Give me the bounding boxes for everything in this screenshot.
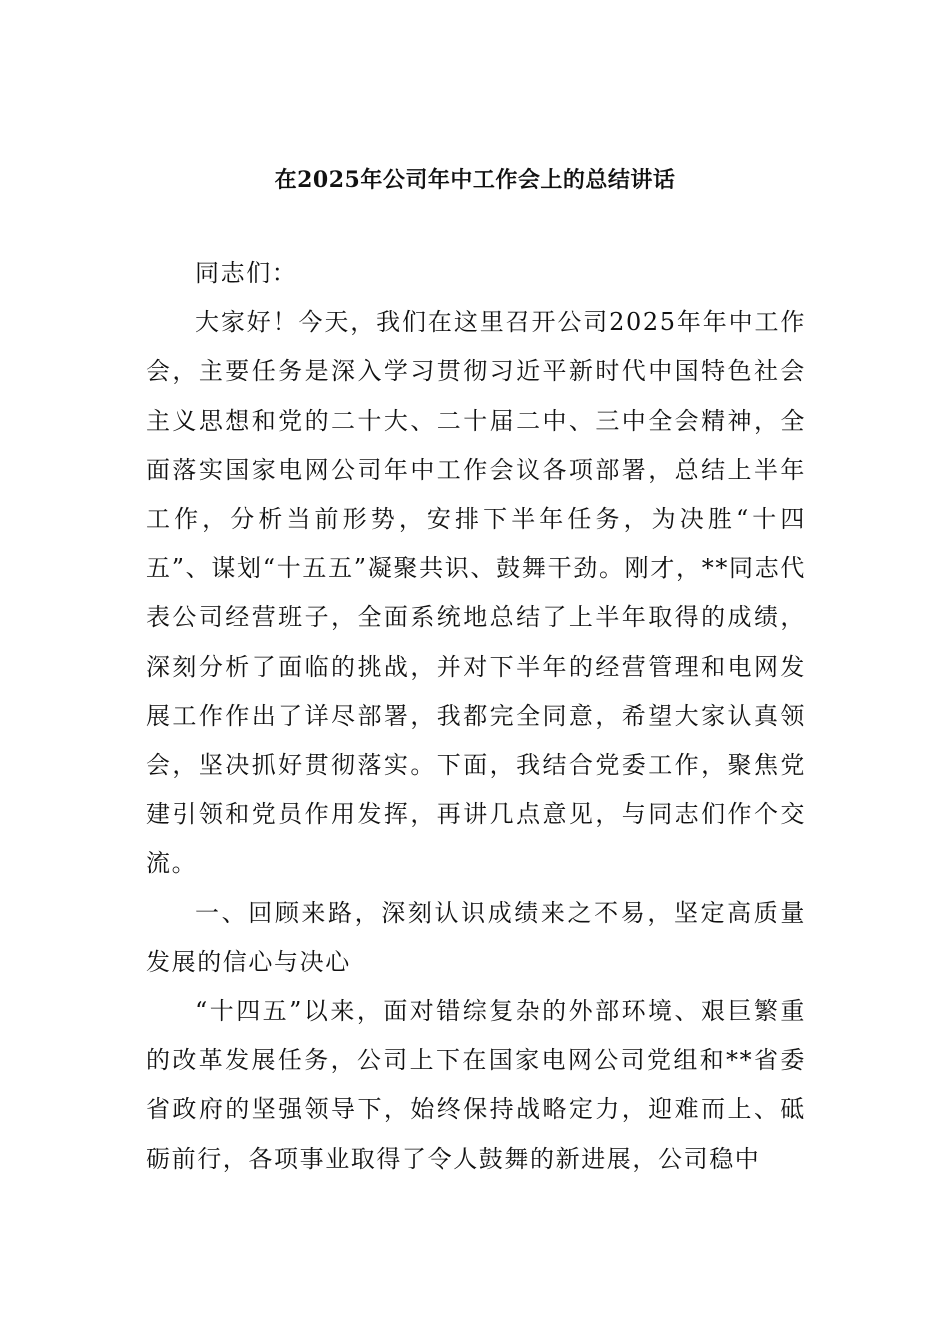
opening-paragraph: 大家好！今天，我们在这里召开公司2025年年中工作会，主要任务是深入学习贯彻习近平新时代中国特色社会主义思想和党的二十大、二十届二中、三中全会精神，全面落实国家电网公司年中工作会议各项部署，总结上半年工作，分析当前形势，安排下半年任务，为决胜“十四五”、谋划“十五五”凝聚共识、鼓舞干劲。刚才，**同志代表公司经营班子，全面系统地总结了上半年取得的成绩，深刻分析了面临的挑战，并对下半年的经营管理和电网发展工作作出了详尽部署，我都完全同意，希望大家认真领会，坚决抓好贯彻落实。下面，我结合党委工作，聚焦党建引领和党员作用发挥，再讲几点意见，与同志们作个交流。 [146, 308, 806, 878]
salutation-paragraph: 同志们： [195, 259, 298, 287]
document-title: 在2025年公司年中工作会上的总结讲话 [274, 167, 676, 193]
document-body [146, 249, 806, 1184]
section-heading-one: 一、回顾来路，深刻认识成绩来之不易，坚定高质量发展的信心与决心 [146, 898, 806, 976]
section-one-paragraph: “十四五”以来，面对错综复杂的外部环境、艰巨繁重的改革发展任务，公司上下在国家电网公司党组和**省委省政府的坚强领导下，始终保持战略定力，迎难而上、砥砺前行，各项事业取得了令人鼓舞的新进展，公司稳中 [146, 997, 806, 1173]
